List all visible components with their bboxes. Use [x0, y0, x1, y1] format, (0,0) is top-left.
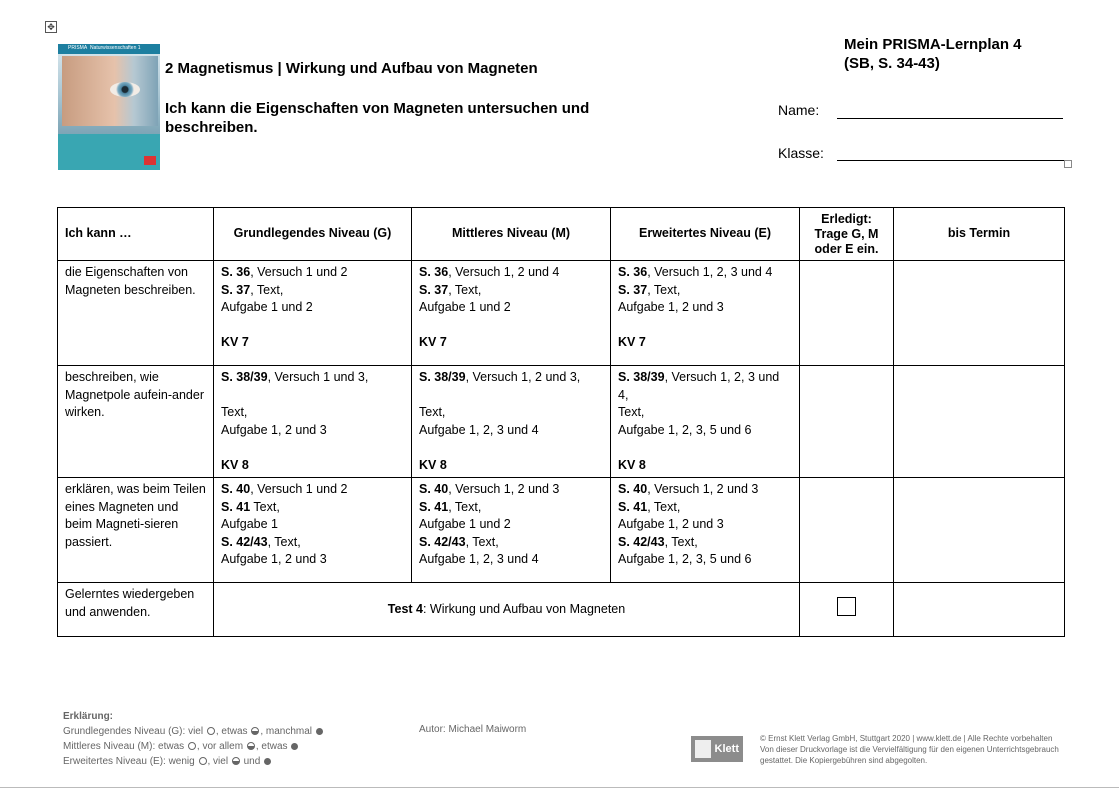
level-g-cell: S. 40, Versuch 1 und 2 S. 41 Text, Aufgabe 1 S. 42/43, Text, Aufgabe 1, 2 und 3 [214, 478, 412, 583]
empty-circle-icon [199, 757, 207, 765]
copyright: © Ernst Klett Verlag GmbH, Stuttgart 2020 | www.klett.de | Alle Rechte vorbehalten Von dieser Druckvorlage ist die Vervielfältigung für den eigenen Unterrichtsgebrauch gestattet. Die Kopiergebühren sind abgegolten. [760, 734, 1059, 765]
can-cell: beschreiben, wie Magnetpole aufein-ander wirken. [58, 366, 214, 478]
deadline-cell[interactable] [894, 583, 1065, 637]
chapter-title: 2 Magnetismus | Wirkung und Aufbau von Magneten [165, 60, 538, 77]
klett-logo: Klett [691, 736, 743, 762]
can-cell: Gelerntes wiedergeben und anwenden. [58, 583, 214, 637]
table-row [58, 261, 1065, 366]
level-m-cell: S. 40, Versuch 1, 2 und 3 S. 41, Text, Aufgabe 1 und 2 S. 42/43, Text, Aufgabe 1, 2, 3 und 4 [412, 478, 611, 583]
resize-handle[interactable] [1064, 160, 1072, 168]
name-field[interactable] [837, 118, 1063, 119]
half-circle-icon [247, 742, 255, 750]
table-move-handle[interactable]: ✥ [45, 21, 57, 33]
name-label: Name: [778, 102, 820, 118]
level-e-cell: S. 36, Versuch 1, 2, 3 und 4 S. 37, Text, Aufgabe 1, 2 und 3 KV 7 [611, 261, 800, 366]
table-row [58, 478, 1065, 583]
done-cell[interactable] [800, 366, 894, 478]
author: Autor: Michael Maiworm [419, 724, 527, 735]
header-termin: bis Termin [894, 208, 1065, 261]
full-circle-icon [264, 758, 271, 765]
header-grundlegend: Grundlegendes Niveau (G) [214, 208, 412, 261]
eye-icon [110, 82, 140, 97]
level-m-cell: S. 38/39, Versuch 1, 2 und 3, Text, Aufgabe 1, 2, 3 und 4 KV 8 [412, 366, 611, 478]
done-cell [800, 583, 894, 637]
deadline-cell[interactable] [894, 261, 1065, 366]
deadline-cell[interactable] [894, 478, 1065, 583]
level-m-cell: S. 36, Versuch 1, 2 und 4 S. 37, Text, Aufgabe 1 und 2 KV 7 [412, 261, 611, 366]
level-e-cell: S. 38/39, Versuch 1, 2, 3 und 4, Text, Aufgabe 1, 2, 3, 5 und 6 KV 8 [611, 366, 800, 478]
learning-plan-table [57, 207, 1065, 637]
header-mittel: Mittleres Niveau (M) [412, 208, 611, 261]
test-done-checkbox[interactable] [837, 597, 856, 616]
test-cell: Test 4: Wirkung und Aufbau von Magneten [214, 583, 800, 637]
done-cell[interactable] [800, 478, 894, 583]
header-ich-kann: Ich kann … [58, 208, 214, 261]
legend-title: Erklärung: [63, 711, 114, 722]
empty-circle-icon [188, 742, 196, 750]
table-header-row [58, 208, 1065, 261]
header-erledigt: Erledigt: Trage G, M oder E ein. [800, 208, 894, 261]
table-row [58, 583, 1065, 637]
page-bottom-rule [0, 787, 1119, 788]
can-cell: die Eigenschaften von Magneten beschreiben. [58, 261, 214, 366]
plan-title: Mein PRISMA-Lernplan 4 (SB, S. 34-43) [844, 36, 1022, 72]
table-row [58, 366, 1065, 478]
level-g-cell: S. 36, Versuch 1 und 2 S. 37, Text, Aufgabe 1 und 2 KV 7 [214, 261, 412, 366]
publisher-mark-icon [144, 156, 156, 165]
half-circle-icon [251, 727, 259, 735]
full-circle-icon [316, 728, 323, 735]
learning-goal: Ich kann die Eigenschaften von Magneten untersuchen und beschreiben. [165, 100, 590, 136]
full-circle-icon [291, 743, 298, 750]
klett-mark-icon [695, 740, 711, 758]
book-cover-image: PRISMA Naturwissenschaften 1 [58, 44, 160, 170]
class-label: Klasse: [778, 145, 824, 161]
level-g-cell: S. 38/39, Versuch 1 und 3, Text, Aufgabe 1, 2 und 3 KV 8 [214, 366, 412, 478]
done-cell[interactable] [800, 261, 894, 366]
header-erweitert: Erweitertes Niveau (E) [611, 208, 800, 261]
level-e-cell: S. 40, Versuch 1, 2 und 3 S. 41, Text, Aufgabe 1, 2 und 3 S. 42/43, Text, Aufgabe 1, 2, 3, 5 und 6 [611, 478, 800, 583]
half-circle-icon [232, 757, 240, 765]
deadline-cell[interactable] [894, 366, 1065, 478]
can-cell: erklären, was beim Teilen eines Magneten und beim Magneti-sieren passiert. [58, 478, 214, 583]
legend: Grundlegendes Niveau (G): viel , etwas , manchmal Mittleres Niveau (M): etwas , vor allem , etwas Erweitertes Niveau (E): wenig , viel und [63, 724, 324, 769]
empty-circle-icon [207, 727, 215, 735]
class-field[interactable] [837, 160, 1064, 161]
